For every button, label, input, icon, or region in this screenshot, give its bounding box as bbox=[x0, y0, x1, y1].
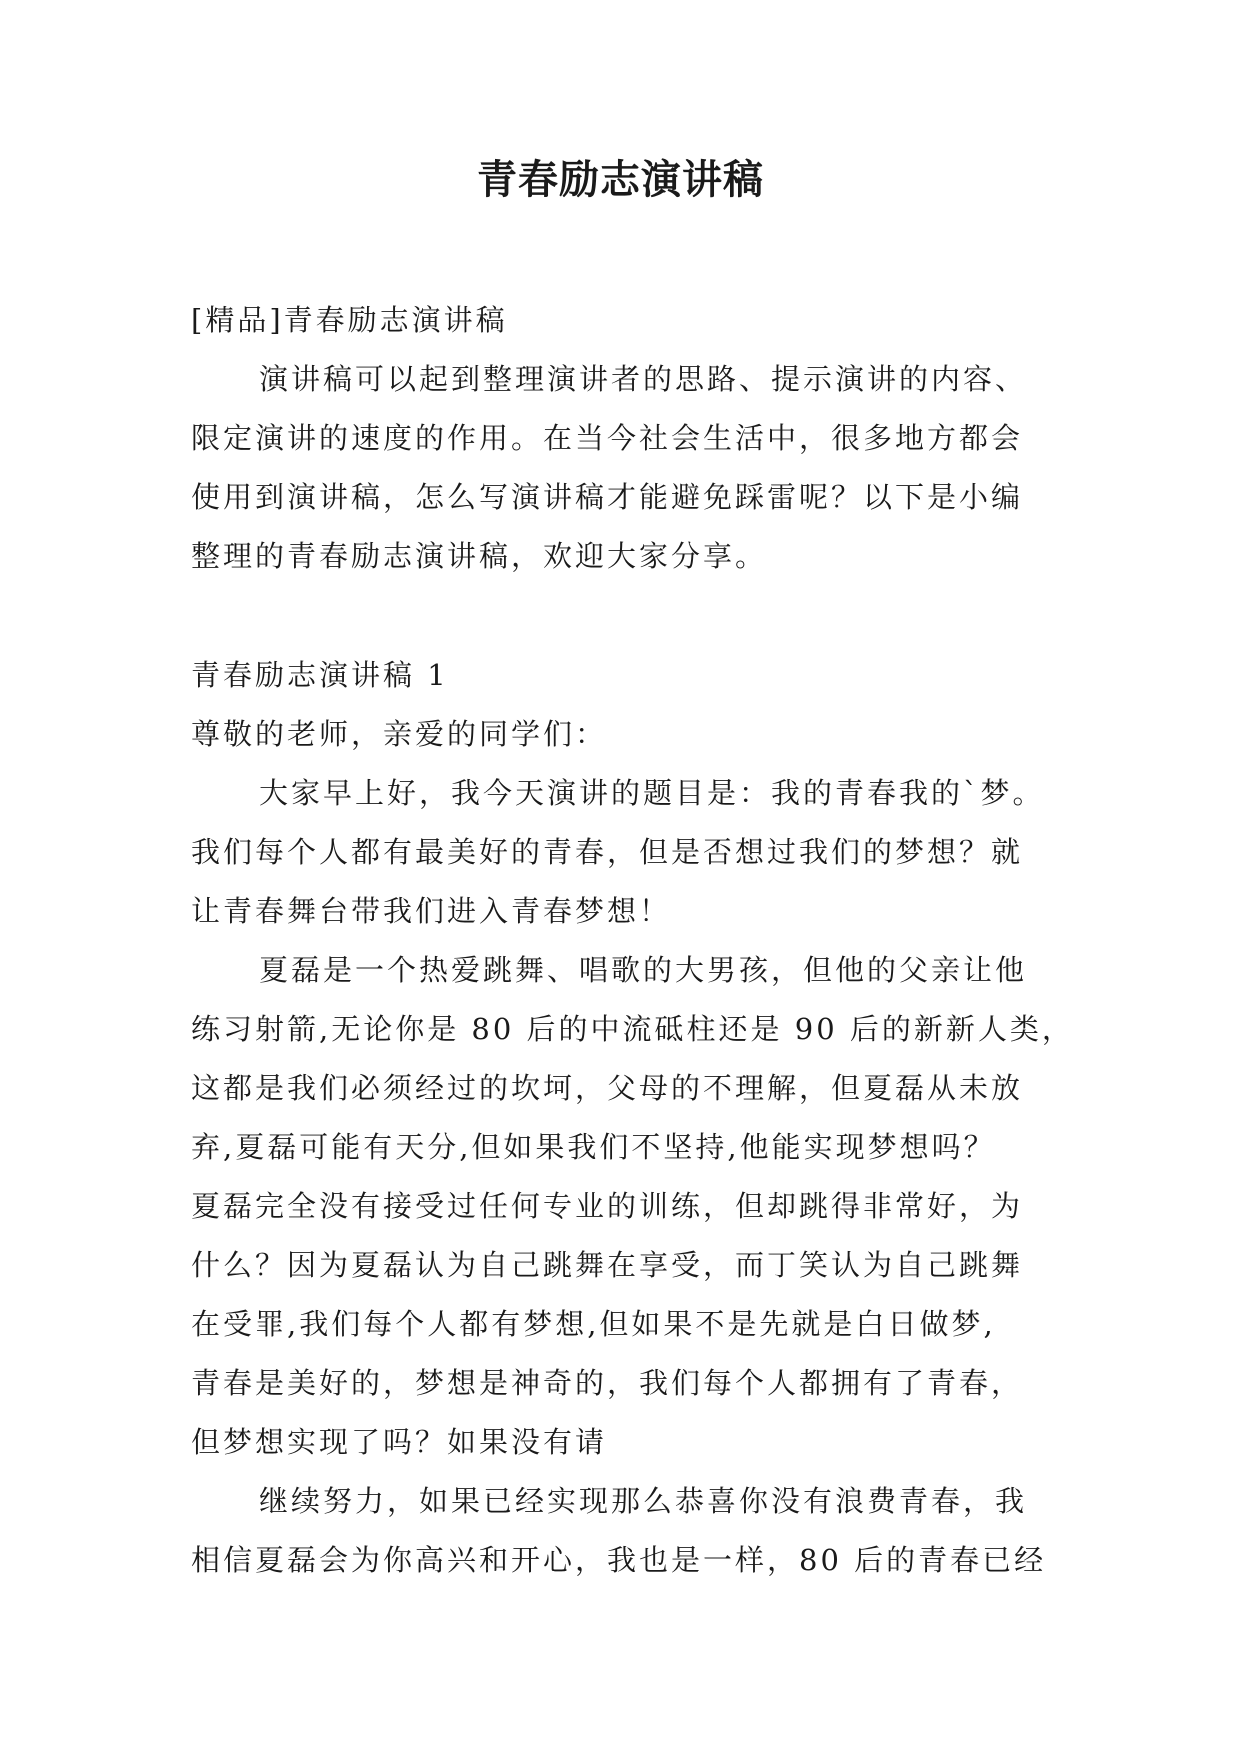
body-line: 大家早上好，我今天演讲的题目是：我的青春我的`梦。 bbox=[259, 776, 1045, 810]
body-line: 什么？因为夏磊认为自己跳舞在享受，而丁笑认为自己跳舞 bbox=[191, 1248, 1024, 1282]
body-line: 弃,夏磊可能有天分,但如果我们不坚持,他能实现梦想吗？ bbox=[191, 1130, 996, 1164]
body-line: 继续努力，如果已经实现那么恭喜你没有浪费青春，我 bbox=[259, 1484, 1028, 1518]
body-line: 青春是美好的，梦想是神奇的，我们每个人都拥有了青春， bbox=[191, 1366, 1024, 1400]
section-heading: 青春励志演讲稿 1 bbox=[191, 658, 449, 692]
body-line: 让青春舞台带我们进入青春梦想！ bbox=[191, 894, 672, 928]
salutation-line: 尊敬的老师，亲爱的同学们： bbox=[191, 717, 608, 751]
body-line: 在受罪,我们每个人都有梦想,但如果不是先就是白日做梦, bbox=[191, 1307, 996, 1341]
body-line: 但梦想实现了吗？如果没有请 bbox=[191, 1425, 608, 1459]
intro-line: 演讲稿可以起到整理演讲者的思路、提示演讲的内容、 bbox=[259, 362, 1028, 396]
subtitle-line: [精品]青春励志演讲稿 bbox=[191, 303, 508, 337]
intro-line: 使用到演讲稿，怎么写演讲稿才能避免踩雷呢？以下是小编 bbox=[191, 480, 1024, 514]
body-line: 这都是我们必须经过的坎坷，父母的不理解，但夏磊从未放 bbox=[191, 1071, 1024, 1105]
body-line: 练习射箭,无论你是 80 后的中流砥柱还是 90 后的新新人类， bbox=[191, 1012, 1074, 1046]
body-line: 相信夏磊会为你高兴和开心，我也是一样，80 后的青春已经 bbox=[191, 1543, 1047, 1577]
body-line: 我们每个人都有最美好的青春，但是否想过我们的梦想？就 bbox=[191, 835, 1024, 869]
document-title: 青春励志演讲稿 bbox=[477, 156, 764, 203]
intro-line: 限定演讲的速度的作用。在当今社会生活中，很多地方都会 bbox=[191, 421, 1024, 455]
intro-line: 整理的青春励志演讲稿，欢迎大家分享。 bbox=[191, 539, 768, 573]
body-line: 夏磊完全没有接受过任何专业的训练，但却跳得非常好，为 bbox=[191, 1189, 1024, 1223]
section-gap bbox=[191, 586, 1071, 646]
document-body bbox=[191, 291, 1074, 1590]
body-line: 夏磊是一个热爱跳舞、唱歌的大男孩，但他的父亲让他 bbox=[259, 953, 1028, 987]
